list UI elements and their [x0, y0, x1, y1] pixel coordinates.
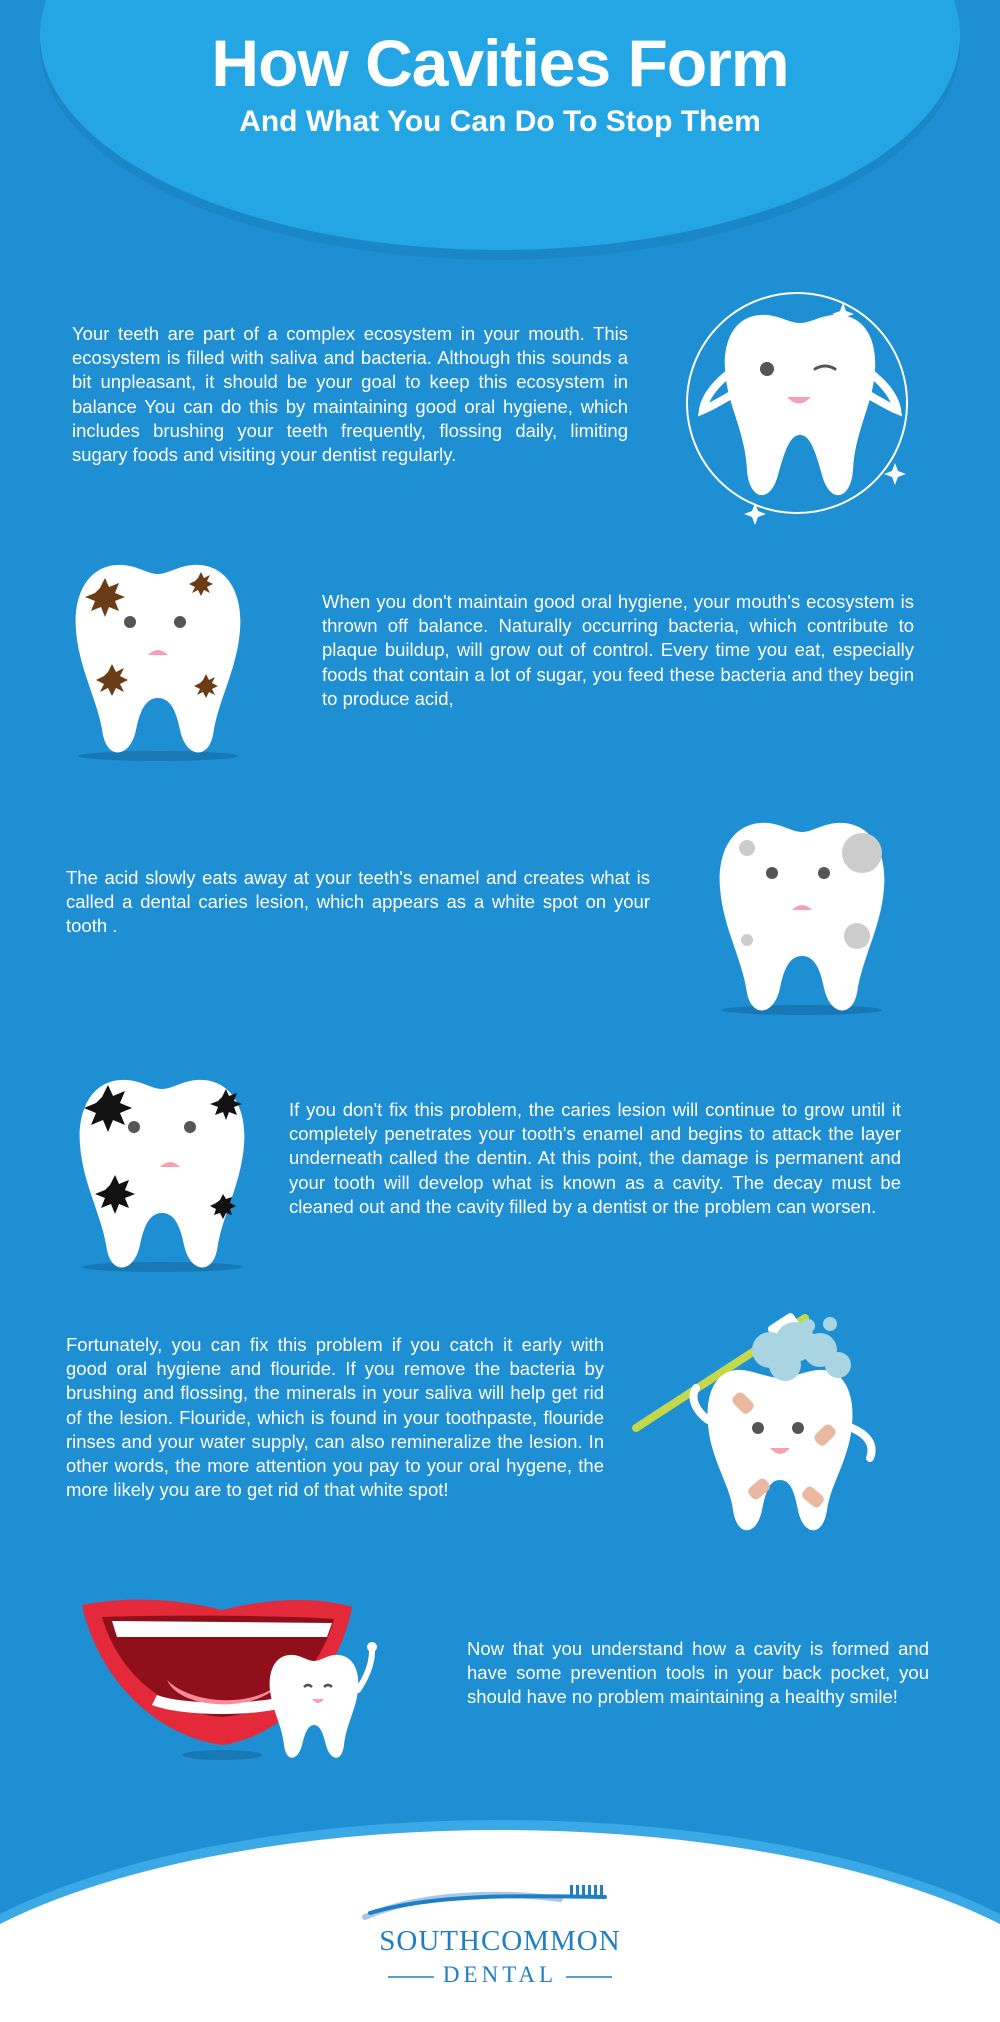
section-2-text: When you don't maintain good oral hygiene, your mouth's ecosystem is thrown off balance. Naturally occurring bacteria, which contribute to plaque buildup, will grow out of control. Every time you eat, especially foods that contain a lot of sugar, you feed these bacteria and they begin to produce acid,: [322, 591, 914, 709]
happy-tooth-icon: [675, 285, 925, 525]
page-title: How Cavities Form: [211, 26, 789, 100]
toothbrush-logo-icon: [360, 1885, 620, 1925]
white-spot-tooth-icon: [712, 818, 892, 1018]
smile-lips-tooth-icon: [72, 1595, 412, 1770]
section-5-text: Fortunately, you can fix this problem if you catch it early with good oral hygiene and flouride. If you remove the bacteria by brushing and flossing, the minerals in your saliva will help get rid of the lesion. Flouride, which is found in your toothpaste, flouride rinses and your water supply, can also remineralize the lesion. In other words, the more attention you pay to your oral hygene, the more likely you are to get rid of that white spot!: [66, 1334, 604, 1501]
brand-name: SOUTHCOMMON: [379, 1925, 621, 1957]
section-3-text: The acid slowly eats away at your teeth's enamel and creates what is called a dental caries lesion, which appears as a white spot on your tooth .: [66, 867, 650, 937]
section-1-text: Your teeth are part of a complex ecosystem in your mouth. This ecosystem is filled with saliva and bacteria. Although this sounds a bit unpleasant, it should be your goal to keep this ecosystem in balance You can do this by maintaining good oral hygiene, which includes brushing your teeth frequently, flossing daily, limiting sugary foods and visiting your dentist regularly.: [72, 323, 628, 466]
brand-sub: DENTAL: [442, 1962, 558, 1987]
page-subtitle: And What You Can Do To Stop Them: [239, 105, 761, 138]
cavity-tooth-icon: [72, 1075, 252, 1275]
section-4-text: If you don't fix this problem, the caries lesion will continue to grow until it completely penetrates your tooth's enamel and begins to attack the layer underneath called the dentin. At this point, the damage is permanent and your tooth will develop what is known as a cavity. The decay must be cleaned out and the cavity filled by a dentist or the problem can worsen.: [289, 1099, 901, 1217]
bacteria-tooth-icon: [68, 560, 248, 765]
section-6-text: Now that you understand how a cavity is formed and have some prevention tools in your back pocket, you should have no problem maintaining a healthy smile!: [467, 1638, 929, 1708]
brushing-tooth-icon: [630, 1310, 930, 1560]
